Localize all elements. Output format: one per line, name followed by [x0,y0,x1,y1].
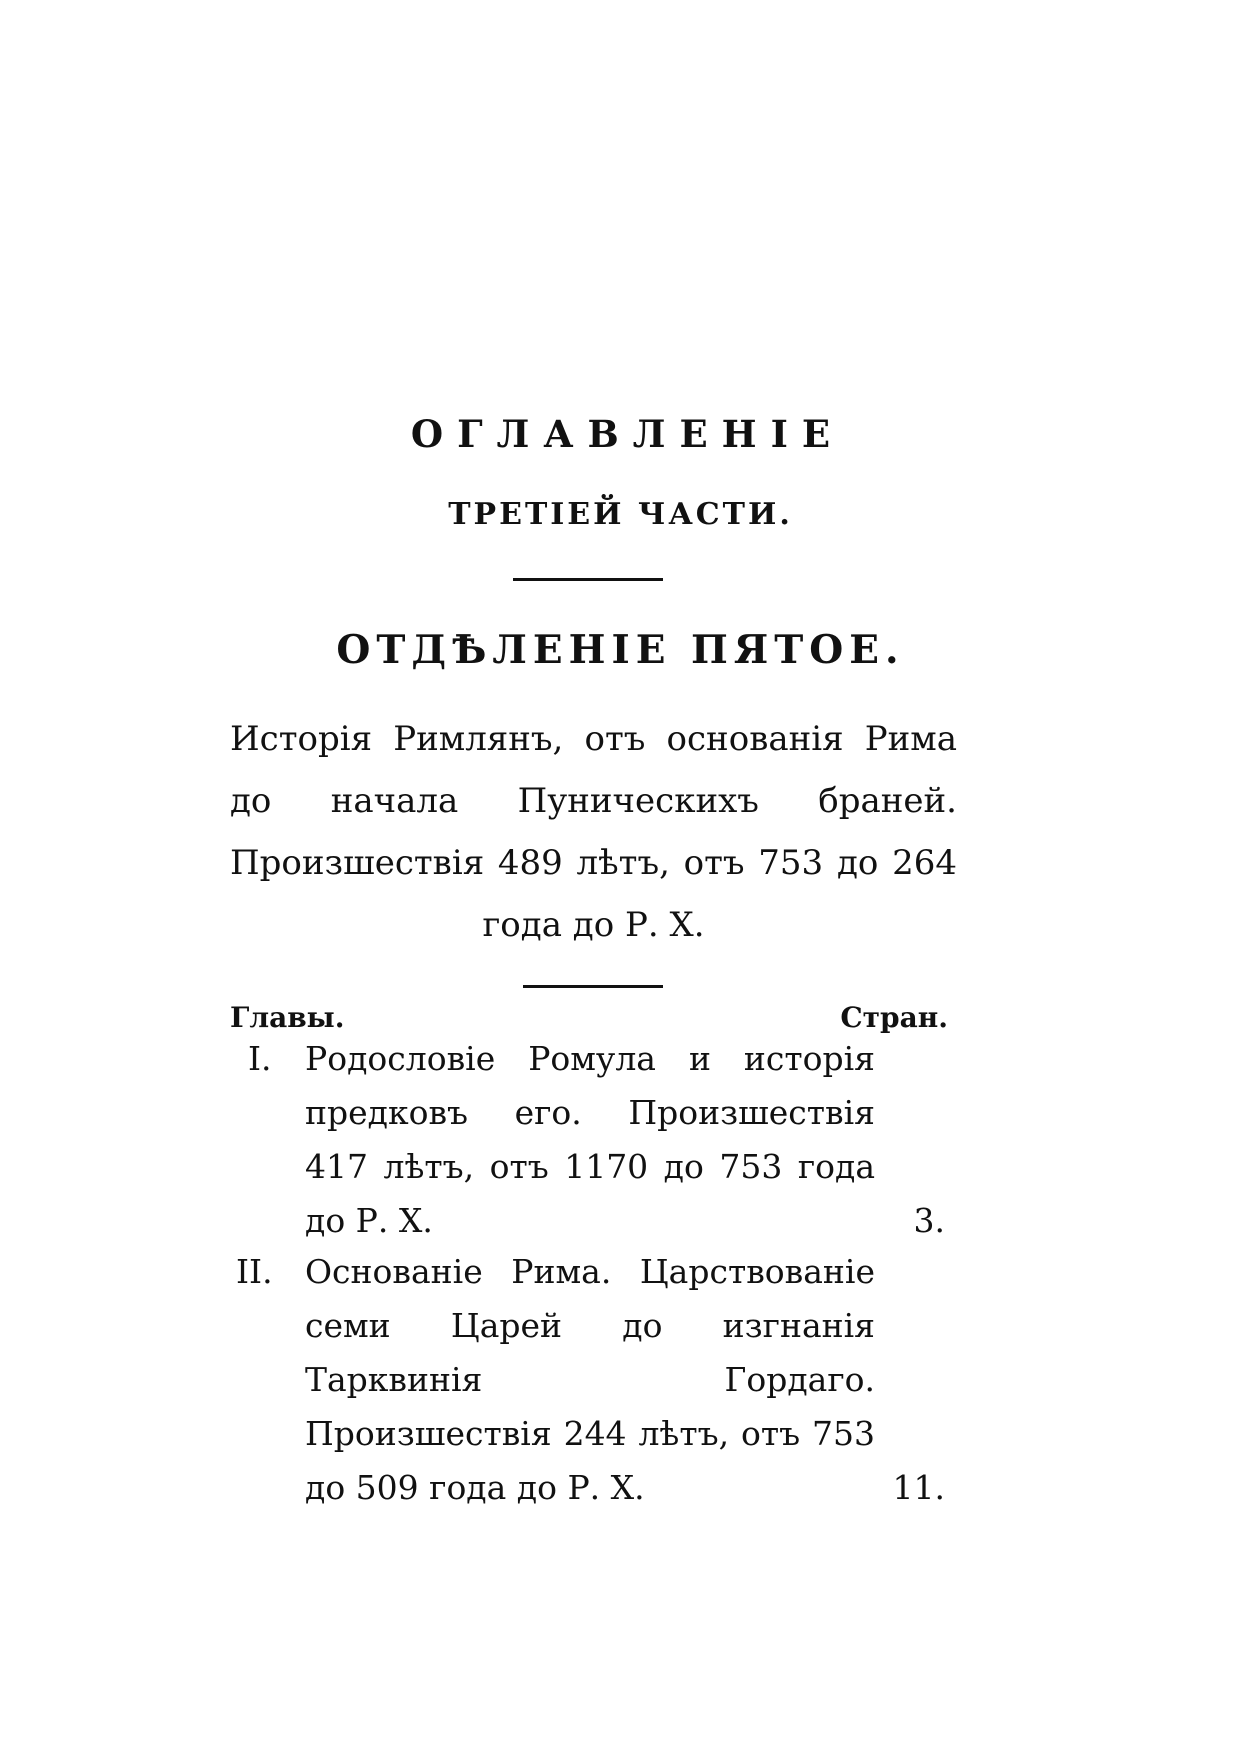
pages-column-label: Стран. [840,1001,948,1034]
section-description: Исторія Римлянъ, отъ основанія Рима до начала Пуническихъ браней. Произшествія 489 лѣтъ, отъ 753 до 264 года до Р. Х. [230,719,957,945]
chapter-text: Основаніе Рима. Царствованіе семи Царей до изгнанія Тарквинія Гордаго. Произшествія 244 лѣтъ, отъ 753 до 509 года до Р. Х. [305,1252,875,1507]
chapters-column-label: Главы. [230,1001,345,1034]
divider-rule [523,985,663,988]
page-number: 11. [892,1468,945,1507]
contents-title: ОГЛАВЛЕНІЕ [410,412,845,456]
page-number: 3. [913,1201,945,1240]
contents-subtitle: ТРЕТІЕЙ ЧАСТИ. [448,497,793,532]
section-title: ОТДѢЛЕНІЕ ПЯТОЕ. [336,627,905,673]
chapter-number: I. [248,1039,272,1078]
chapter-text: Родословіе Ромула и исторія предковъ его. Произшествія 417 лѣтъ, отъ 1170 до 753 года до Р. Х. [305,1039,875,1240]
divider-rule [513,578,663,581]
chapter-number: II. [236,1252,273,1291]
